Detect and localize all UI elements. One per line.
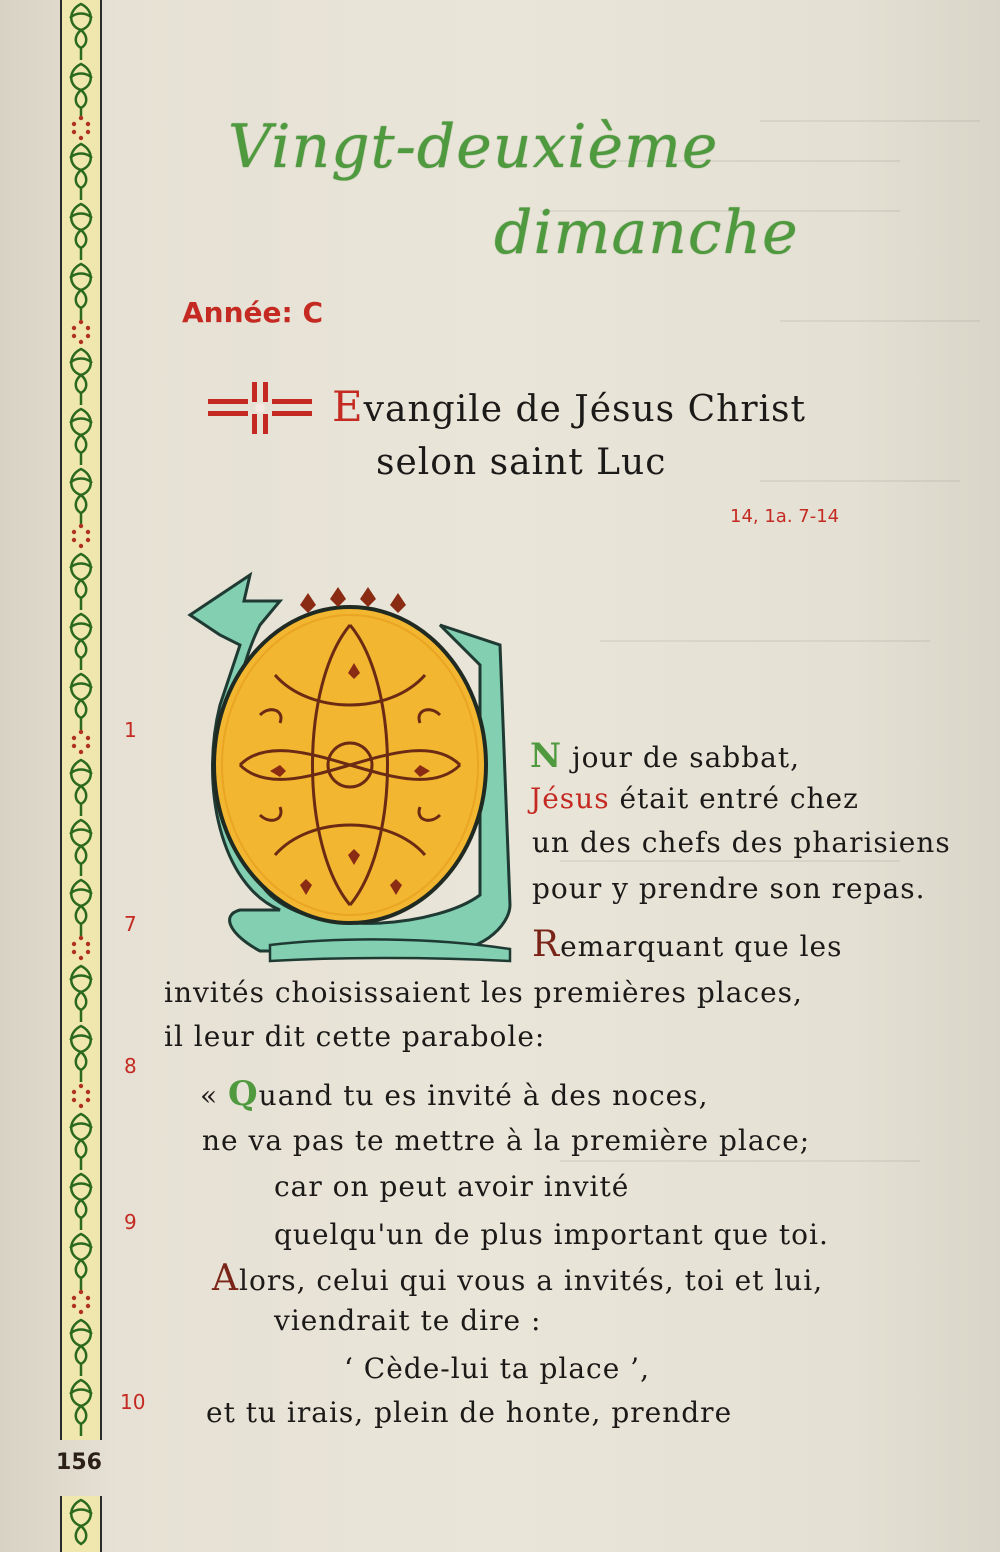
- line-text: était entré chez: [609, 782, 859, 815]
- text-line: [212, 1258, 823, 1299]
- gospel-title-text: vangile de Jésus Christ: [363, 389, 806, 430]
- text-line: [530, 736, 800, 776]
- text-line: viendrait te dire :: [274, 1304, 542, 1337]
- vine-ornament-lower: [62, 1496, 100, 1552]
- line-text: uand tu es invité à des noces,: [258, 1079, 709, 1112]
- page-title-line-2: dimanche: [494, 198, 799, 268]
- text-line: [530, 782, 859, 815]
- text-line: invités choisissaient les premières places,: [164, 976, 803, 1009]
- line-text: lors, celui qui vous a invités, toi et lui,: [239, 1264, 824, 1297]
- line-initial: R: [532, 924, 561, 965]
- gospel-title-initial: E: [332, 382, 364, 431]
- page-title-line-1: Vingt-deuxième: [228, 112, 719, 182]
- text-line: car on peut avoir invité: [274, 1170, 630, 1203]
- decorative-border-lower: [60, 1496, 102, 1552]
- scripture-reference: 14, 1a. 7-14: [730, 506, 840, 527]
- line-text: emarquant que les: [560, 930, 843, 963]
- line-text: jour de sabbat,: [562, 741, 800, 774]
- verse-number: 8: [124, 1054, 137, 1078]
- vine-ornament: [62, 0, 100, 1440]
- verse-number: 7: [124, 912, 137, 936]
- decorative-border: [60, 0, 102, 1440]
- text-line: ne va pas te mettre à la première place;: [202, 1124, 811, 1157]
- quote-mark: «: [200, 1079, 229, 1112]
- line-initial: N: [530, 736, 563, 776]
- text-line: il leur dit cette parabole:: [164, 1020, 546, 1053]
- text-line: un des chefs des pharisiens: [532, 826, 951, 859]
- line-initial: Q: [228, 1074, 259, 1114]
- gospel-title: [332, 382, 806, 431]
- verse-number: 1: [124, 718, 137, 742]
- illuminated-initial: [180, 565, 520, 969]
- text-line: [200, 1074, 709, 1114]
- text-line: quelqu'un de plus important que toi.: [274, 1218, 829, 1251]
- text-line: et tu irais, plein de honte, prendre: [206, 1396, 733, 1429]
- text-line: pour y prendre son repas.: [532, 872, 926, 905]
- verse-number: 10: [120, 1390, 146, 1414]
- text-line: [532, 924, 842, 965]
- line-initial: Jésus: [530, 782, 610, 815]
- page-number: 156: [56, 1450, 102, 1475]
- text-line: ‘ Cède-lui ta place ’,: [344, 1352, 650, 1385]
- verse-number: 9: [124, 1210, 137, 1234]
- liturgical-year: Année: C: [182, 296, 324, 329]
- line-initial: A: [212, 1258, 239, 1299]
- gospel-subtitle: selon saint Luc: [376, 442, 667, 483]
- cross-icon: [208, 382, 312, 438]
